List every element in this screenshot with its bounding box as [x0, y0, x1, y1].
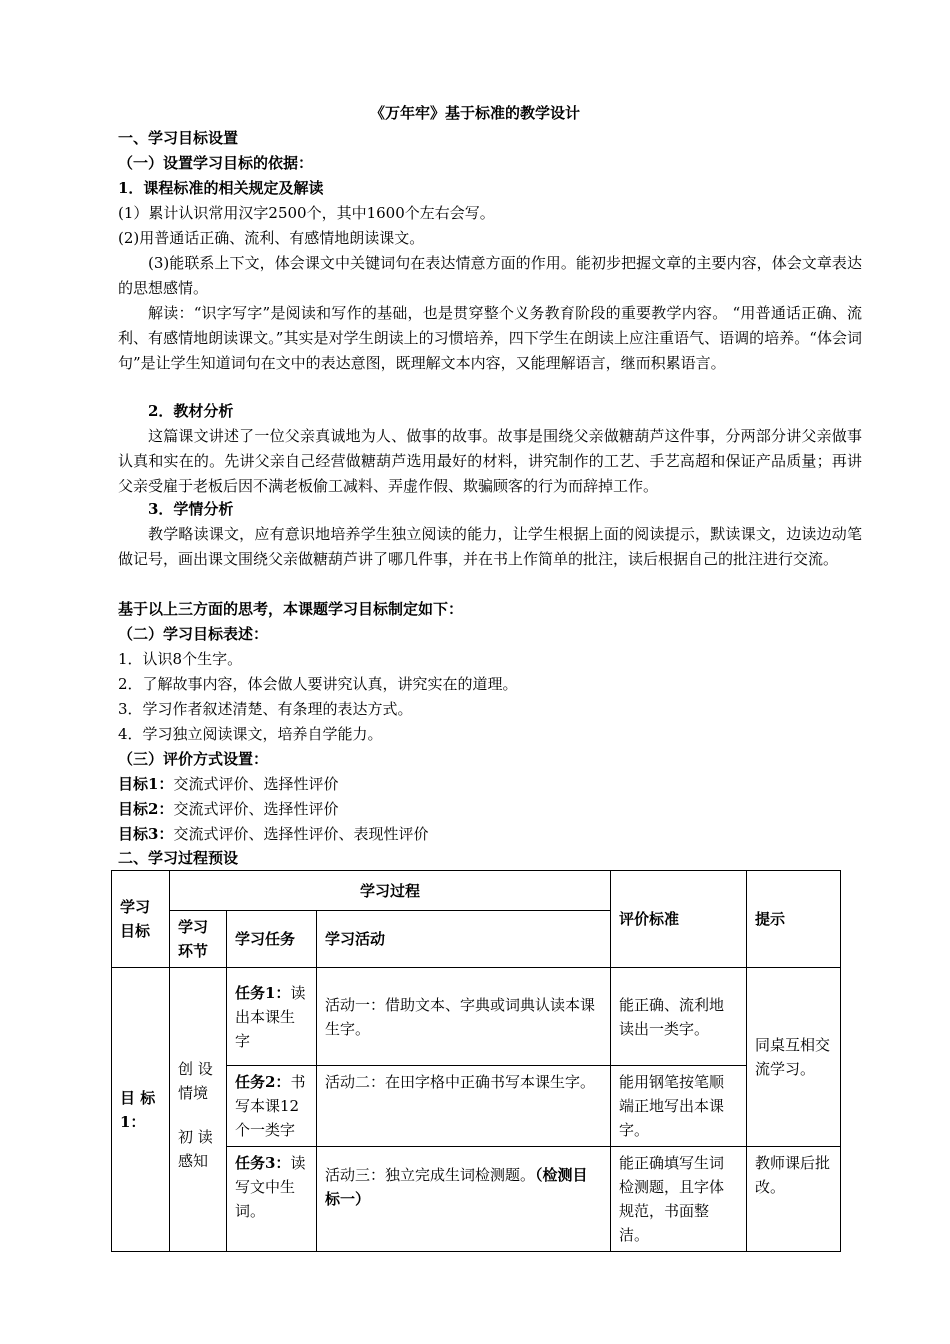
- header-eval: 评价标准: [611, 871, 747, 968]
- goal-item-2: 2．了解故事内容，体会做人要讲究认真，讲究实在的道理。: [118, 675, 518, 693]
- eval-cell: 能用钢笔按笔顺端正地写出本课字。: [611, 1066, 747, 1147]
- standard-item-2: (2)用普通话正确、流利、有感情地朗读课文。: [118, 229, 425, 247]
- eval-label: 目标3：: [118, 825, 174, 843]
- table-row: [112, 968, 841, 1066]
- task-text: 书写本课12个一类字: [235, 1073, 306, 1139]
- eval-text: 交流式评价、选择性评价: [173, 800, 339, 818]
- tip-cell: 教师课后批改。: [747, 1147, 841, 1252]
- task-cell: [227, 1147, 317, 1252]
- header-activity: 学习活动: [317, 911, 611, 968]
- standard-item-1: (1）累计认识常用汉字2500个，其中1600个左右会写。: [118, 204, 495, 222]
- activity-cell: [317, 1147, 611, 1252]
- subsection-basis-heading: （一）设置学习目标的依据：: [118, 154, 314, 172]
- goal-cell: 目 标1：: [112, 968, 170, 1252]
- activity-note: （检测目标一）: [325, 1166, 588, 1208]
- eval-text: 交流式评价、选择性评价: [173, 775, 339, 793]
- goals-summary: 基于以上三方面的思考，本课题学习目标制定如下：: [118, 600, 464, 618]
- learner-heading: 3．学情分析: [148, 500, 234, 518]
- eval-item-1: [118, 772, 862, 797]
- standard-item-3: (3)能联系上下文，体会课文中关键词句在表达情意方面的作用。能初步把握文章的主要内容，体会文章表达的思想感情。: [118, 254, 862, 297]
- activity-cell: [317, 968, 611, 1066]
- header-task: 学习任务: [227, 911, 317, 968]
- eval-cell: 能正确、流利地读出一类字。: [611, 968, 747, 1066]
- eval-cell: 能正确填写生词检测题，且字体规范，书面整洁。: [611, 1147, 747, 1252]
- activity-cell: [317, 1066, 611, 1147]
- header-tip: 提示: [747, 871, 841, 968]
- goal-item-3: 3．学习作者叙述清楚、有条理的表达方式。: [118, 700, 413, 718]
- table-header-row: [112, 871, 841, 911]
- eval-item-3: [118, 822, 862, 847]
- eval-text: 交流式评价、选择性评价、表现性评价: [173, 825, 429, 843]
- material-analysis: 这篇课文讲述了一位父亲真诚地为人、做事的故事。故事是围绕父亲做糖葫芦这件事，分两部分讲父亲做事认真和实在的。先讲父亲自己经营做糖葫芦选用最好的材料，讲究制作的工艺、手艺高超和保证产品质量；再讲父亲受雇于老板后因不满老板偷工减料、弄虚作假、欺骗顾客的行为而辞掉工作。: [118, 427, 862, 495]
- task-label: 任务3：: [235, 1154, 291, 1172]
- header-stage: 学习环节: [170, 911, 227, 968]
- activity-text: 活动三：独立完成生词检测题。: [325, 1166, 536, 1184]
- section2-heading: 二、学习过程预设: [118, 849, 239, 867]
- eval-item-2: [118, 797, 862, 822]
- task-text: 读写文中生词。: [235, 1154, 306, 1220]
- subsection-eval-heading: （三）评价方式设置：: [118, 750, 269, 768]
- standards-heading: 1．课程标准的相关规定及解读: [118, 179, 324, 197]
- learning-process-table: [111, 870, 841, 1252]
- header-goal: 学习目标: [112, 871, 170, 968]
- learner-analysis: 教学略读课文，应有意识地培养学生独立阅读的能力，让学生根据上面的阅读提示，默读课文，边读边动笔做记号，画出课文围绕父亲做糖葫芦讲了哪几件事，并在书上作简单的批注，读后根据自己的批注进行交流。: [118, 525, 862, 568]
- header-process: 学习过程: [170, 871, 611, 911]
- tip-cell: 同桌互相交流学习。: [747, 968, 841, 1147]
- goal-item-4: 4．学习独立阅读课文，培养自学能力。: [118, 725, 383, 743]
- stage-label-a: 创 设情境: [178, 1059, 213, 1102]
- material-heading: 2．教材分析: [148, 402, 234, 420]
- task-cell: [227, 968, 317, 1066]
- activity-text: 活动一：借助文本、字典或词典认读本课生字。: [325, 995, 596, 1038]
- stage-label-b: 初 读感知: [178, 1127, 213, 1170]
- stage-cell: [170, 968, 227, 1252]
- eval-label: 目标1：: [118, 775, 174, 793]
- task-text: 读出本课生字: [235, 983, 306, 1050]
- task-label: 任务2：: [235, 1073, 291, 1091]
- activity-text: 活动二：在田字格中正确书写本课生字。: [325, 1073, 596, 1091]
- section1-heading: 一、学习目标设置: [118, 129, 239, 147]
- task-label: 任务1：: [235, 983, 291, 1002]
- goal-item-1: 1．认识8个生字。: [118, 650, 243, 668]
- task-cell: [227, 1066, 317, 1147]
- eval-label: 目标2：: [118, 800, 174, 818]
- standards-interpretation: 解读：“识字写字”是阅读和写作的基础，也是贯穿整个义务教育阶段的重要教学内容。 “用普通话正确、流利、有感情地朗读课文。”其实是对学生朗读上的习惯培养，四下学生在朗读上应注重语气、语调的培养。“体会词句”是让学生知道词句在文中的表达意图，既理解文本内容，又能理解语言，继而积累语言。: [118, 304, 862, 372]
- subsection-goals-heading: （二）学习目标表述：: [118, 625, 269, 643]
- document-title: 《万年牢》基于标准的教学设计: [369, 104, 580, 122]
